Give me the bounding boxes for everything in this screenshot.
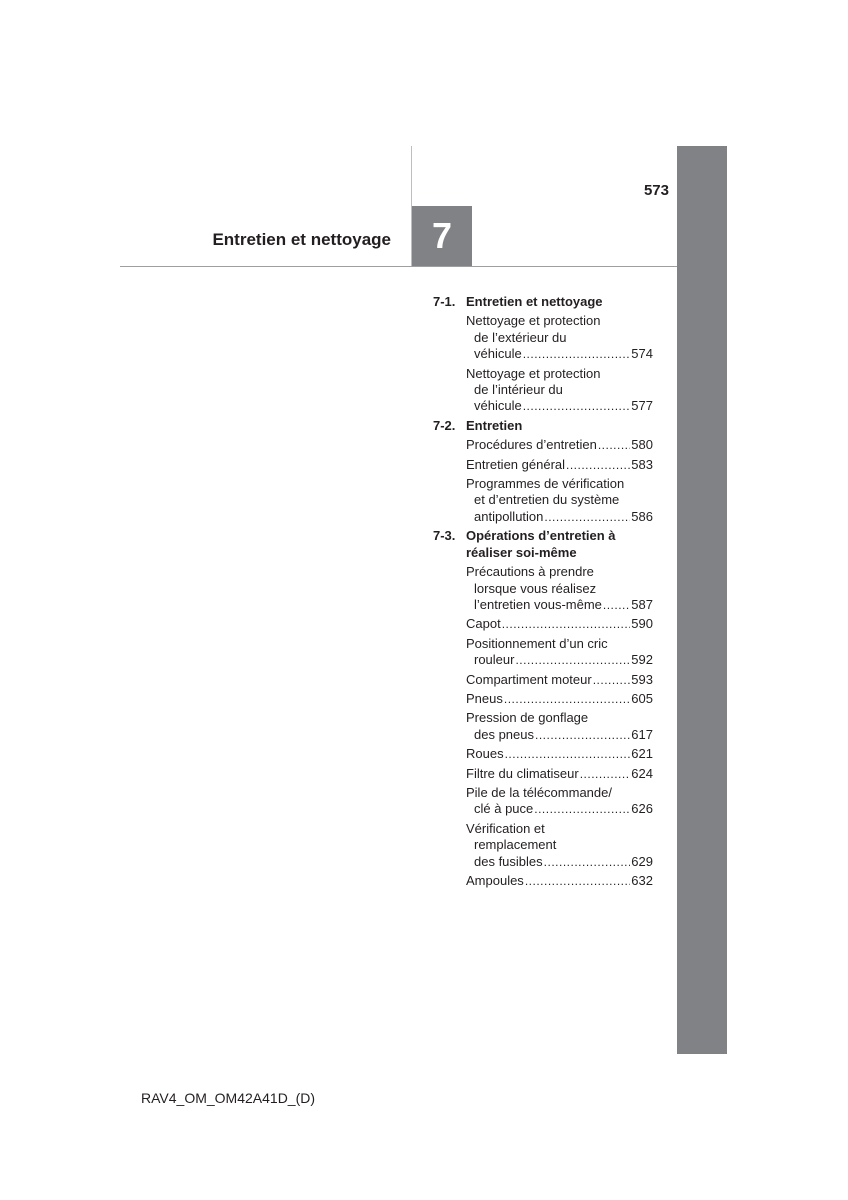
entry-text-line: Précautions à prendre [466, 564, 594, 580]
dot-leader [504, 691, 630, 707]
chapter-side-tab [677, 146, 727, 1054]
dot-leader [598, 437, 630, 453]
dot-leader [523, 398, 631, 414]
entry-page-number: 583 [631, 456, 653, 472]
toc-entry[interactable] [433, 564, 653, 613]
dot-leader [544, 509, 630, 525]
section-number: 7-2. [433, 417, 456, 433]
entry-text-line: Programmes de vérification [466, 476, 625, 492]
entry-text-line: Pneus [466, 690, 503, 706]
entry-page-number: 587 [631, 596, 653, 612]
entry-page-number: 632 [631, 873, 653, 888]
entry-page-number: 617 [631, 726, 653, 742]
entry-text-line: Positionnement d’un cric [466, 635, 608, 651]
page-number: 573 [643, 182, 669, 199]
entry-text-line: de l’extérieur du [474, 329, 567, 345]
entry-page-number: 577 [631, 398, 653, 414]
entry-text-line: véhicule [474, 346, 522, 362]
table-of-contents [433, 294, 653, 892]
dot-leader [566, 457, 630, 473]
entry-page-number: 580 [631, 437, 653, 453]
entry-text-line: Ampoules [466, 873, 524, 888]
section-title-line: Entretien [466, 417, 523, 433]
entry-text-line: Capot [466, 616, 501, 632]
toc-entry[interactable] [433, 766, 653, 782]
entry-page-number: 629 [631, 853, 653, 869]
entry-text-line: lorsque vous réalisez [474, 580, 597, 596]
dot-leader [505, 746, 631, 762]
entry-text-line: Pression de gonflage [466, 710, 589, 726]
toc-entry[interactable] [433, 476, 653, 525]
dot-leader [593, 672, 631, 688]
section-title-line: réaliser soi-même [466, 544, 577, 560]
toc-section [433, 418, 653, 525]
toc-section [433, 294, 653, 415]
dot-leader [523, 346, 631, 362]
dot-leader [535, 727, 630, 743]
entry-text-line: Nettoyage et protection [466, 313, 601, 329]
section-heading[interactable] [433, 418, 653, 434]
chapter-number-box: 7 [412, 206, 472, 266]
dot-leader [515, 652, 630, 668]
entry-text-line: Pile de la télécommande/ [466, 784, 612, 800]
entry-page-number: 574 [631, 346, 653, 362]
dot-leader [603, 597, 630, 613]
entry-text-line: Roues [466, 746, 504, 762]
toc-entry[interactable] [433, 366, 653, 415]
entry-text-line: clé à puce [474, 801, 534, 817]
toc-entry[interactable] [433, 457, 653, 473]
dot-leader [534, 801, 630, 817]
section-title-line: Entretien et nettoyage [466, 294, 603, 309]
section-heading[interactable] [433, 294, 653, 310]
dot-leader [525, 873, 630, 889]
toc-entry[interactable] [433, 785, 653, 818]
dot-leader [544, 854, 631, 870]
section-number: 7-3. [433, 528, 456, 544]
entry-text-line: l’entretien vous-même [474, 596, 602, 612]
entry-page-number: 626 [631, 801, 653, 817]
entry-page-number: 592 [631, 652, 653, 668]
entry-page-number: 605 [631, 690, 653, 706]
toc-entry[interactable] [433, 616, 653, 632]
entry-text-line: Procédures d’entretien [466, 437, 597, 453]
entry-page-number: 624 [631, 765, 653, 781]
entry-text-line: remplacement [474, 837, 557, 853]
toc-entry[interactable] [433, 672, 653, 688]
entry-page-number: 621 [631, 746, 653, 762]
toc-entry[interactable] [433, 437, 653, 453]
entry-text-line: et d’entretien du système [474, 492, 620, 508]
entry-text-line: des fusibles [474, 853, 543, 869]
entry-text-line: Filtre du climatiseur [466, 765, 579, 781]
toc-entry[interactable] [433, 873, 653, 889]
entry-text-line: Entretien général [466, 456, 566, 472]
toc-entry[interactable] [433, 821, 653, 870]
entry-text-line: des pneus [474, 726, 534, 742]
dot-leader [502, 616, 631, 632]
section-title-line: Opérations d’entretien à [466, 528, 616, 544]
section-number: 7-1. [433, 294, 456, 309]
entry-text-line: véhicule [474, 398, 522, 414]
dot-leader [580, 766, 631, 782]
entry-text-line: de l’intérieur du [474, 382, 563, 398]
entry-page-number: 593 [631, 671, 653, 687]
toc-entry[interactable] [433, 710, 653, 743]
toc-entry[interactable] [433, 691, 653, 707]
entry-text-line: Vérification et [466, 820, 545, 836]
entry-page-number: 586 [631, 508, 653, 524]
entry-page-number: 590 [631, 616, 653, 632]
toc-entry[interactable] [433, 636, 653, 669]
footer-code: RAV4_OM_OM42A41D_(D) [141, 1090, 316, 1106]
entry-text-line: Compartiment moteur [466, 671, 592, 687]
entry-text-line: rouleur [474, 652, 515, 668]
toc-entry[interactable] [433, 746, 653, 762]
toc-entry[interactable] [433, 313, 653, 362]
toc-section [433, 528, 653, 889]
chapter-title: Entretien et nettoyage [212, 230, 391, 249]
header-horizontal-rule [120, 266, 677, 267]
section-heading[interactable] [433, 528, 653, 561]
entry-text-line: Nettoyage et protection [466, 365, 601, 381]
entry-text-line: antipollution [474, 508, 544, 524]
